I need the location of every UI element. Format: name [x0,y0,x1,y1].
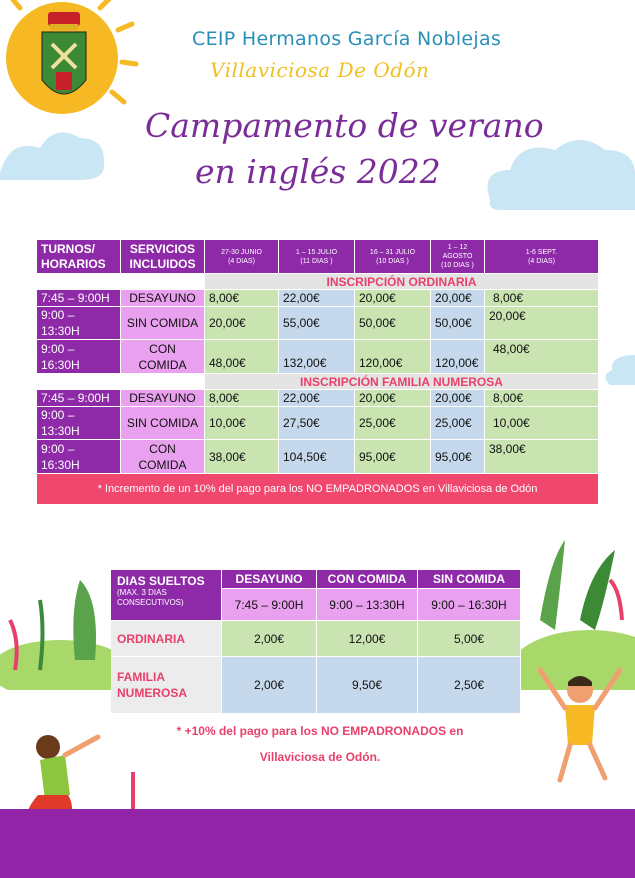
time-cell: 7:45 – 9:00H [222,589,317,621]
table-row [111,657,521,714]
price-cell: 38,00€ [205,440,279,474]
price-cell: 20,00€ [485,307,599,340]
price-cell: 25,00€ [355,407,431,440]
plants-left [0,560,120,690]
price-cell: 50,00€ [355,307,431,340]
time-cell: 7:45 – 9:00H [37,290,121,307]
price-cell: 120,00€ [431,340,485,374]
days-title: DIAS SUELTOS [117,574,205,588]
cloud-left [0,118,110,188]
price-cell: 5,00€ [418,621,521,657]
price-cell: 22,00€ [279,290,355,307]
col-header-period: 27-30 JUNIO (4 DIAS) [205,240,279,274]
price-cell: 2,00€ [222,657,317,714]
table-row [37,390,599,407]
col-header-sin-comida: SIN COMIDA [418,570,521,589]
col-header-servicios: SERVICIOS INCLUIDOS [121,240,205,274]
col-header-turnos: TURNOS/ HORARIOS [37,240,121,274]
spacer [37,274,205,290]
footer-note-line1: * +10% del pago para los NO EMPADRONADOS en [176,724,464,738]
col-header-period: 1 – 12 AGOSTO (10 DIAS ) [431,240,485,274]
table-row [37,407,599,440]
school-name: CEIP Hermanos García Noblejas [192,28,502,50]
days-subtitle: (MAX. 3 DIAS CONSECUTIVOS) [117,588,184,607]
footer-note-line2: Villaviciosa de Odón. [259,750,381,764]
price-cell: 27,50€ [279,407,355,440]
town-name: Villaviciosa De Odón [210,58,430,82]
price-cell: 20,00€ [355,390,431,407]
price-cell: 50,00€ [431,307,485,340]
price-cell: 48,00€ [485,340,599,374]
time-cell: 9:00 – 16:30H [37,440,121,474]
col-header-period: 1-6 SEPT. (4 DIAS) [485,240,599,274]
service-cell: CON COMIDA [121,440,205,474]
time-cell: 9:00 – 13:30H [317,589,418,621]
time-cell: 9:00 – 16:30H [37,340,121,374]
price-cell: 20,00€ [205,307,279,340]
service-cell: SIN COMIDA [121,307,205,340]
price-cell: 9,50€ [317,657,418,714]
cloud-edge [600,350,635,390]
price-cell: 10,00€ [205,407,279,440]
table-row [111,621,521,657]
table-row [37,307,599,340]
service-cell: DESAYUNO [121,390,205,407]
boy-illustration [530,660,630,790]
row-label: ORDINARIA [111,621,222,657]
table-row [37,340,599,374]
service-cell: DESAYUNO [121,290,205,307]
service-cell: SIN COMIDA [121,407,205,440]
page-title-line1: Campamento de verano [145,106,544,145]
crest-logo [38,10,90,110]
single-days-table [111,570,521,714]
price-cell: 10,00€ [485,407,599,440]
price-cell: 104,50€ [279,440,355,474]
section-ordinaria: INSCRIPCIÓN ORDINARIA [205,274,599,290]
days-header [111,570,222,621]
price-cell: 22,00€ [279,390,355,407]
col-header-con-comida: CON COMIDA [317,570,418,589]
table-row [37,290,599,307]
price-cell: 8,00€ [485,290,599,307]
price-cell: 95,00€ [355,440,431,474]
price-cell: 8,00€ [205,290,279,307]
col-header-period: 16 – 31 JULIO (10 DIAS ) [355,240,431,274]
time-cell: 9:00 – 16:30H [418,589,521,621]
time-cell: 9:00 – 13:30H [37,407,121,440]
service-cell: CON COMIDA [121,340,205,374]
price-cell: 120,00€ [355,340,431,374]
price-cell: 2,50€ [418,657,521,714]
empadronados-note: * Incremento de un 10% del pago para los NO EMPADRONADOS en Villaviciosa de Odón [37,474,599,505]
section-numerosa: INSCRIPCIÓN FAMILIA NUMEROSA [205,374,599,390]
price-cell: 20,00€ [431,390,485,407]
price-cell: 8,00€ [205,390,279,407]
price-cell: 20,00€ [355,290,431,307]
price-cell: 25,00€ [431,407,485,440]
time-cell: 7:45 – 9:00H [37,390,121,407]
price-cell: 8,00€ [485,390,599,407]
price-cell: 95,00€ [431,440,485,474]
price-cell: 55,00€ [279,307,355,340]
price-cell: 132,00€ [279,340,355,374]
price-table [37,240,599,505]
price-cell: 20,00€ [431,290,485,307]
bottom-bar [0,809,635,878]
time-cell: 9:00 – 13:30H [37,307,121,340]
price-cell: 48,00€ [205,340,279,374]
price-cell: 38,00€ [485,440,599,474]
spacer [37,374,205,390]
col-header-desayuno: DESAYUNO [222,570,317,589]
col-header-period: 1 – 15 JULIO (11 DIAS ) [279,240,355,274]
table-row [37,440,599,474]
row-label: FAMILIA NUMEROSA [111,657,222,714]
price-cell: 2,00€ [222,621,317,657]
page-title-line2: en inglés 2022 [195,152,441,191]
price-cell: 12,00€ [317,621,418,657]
